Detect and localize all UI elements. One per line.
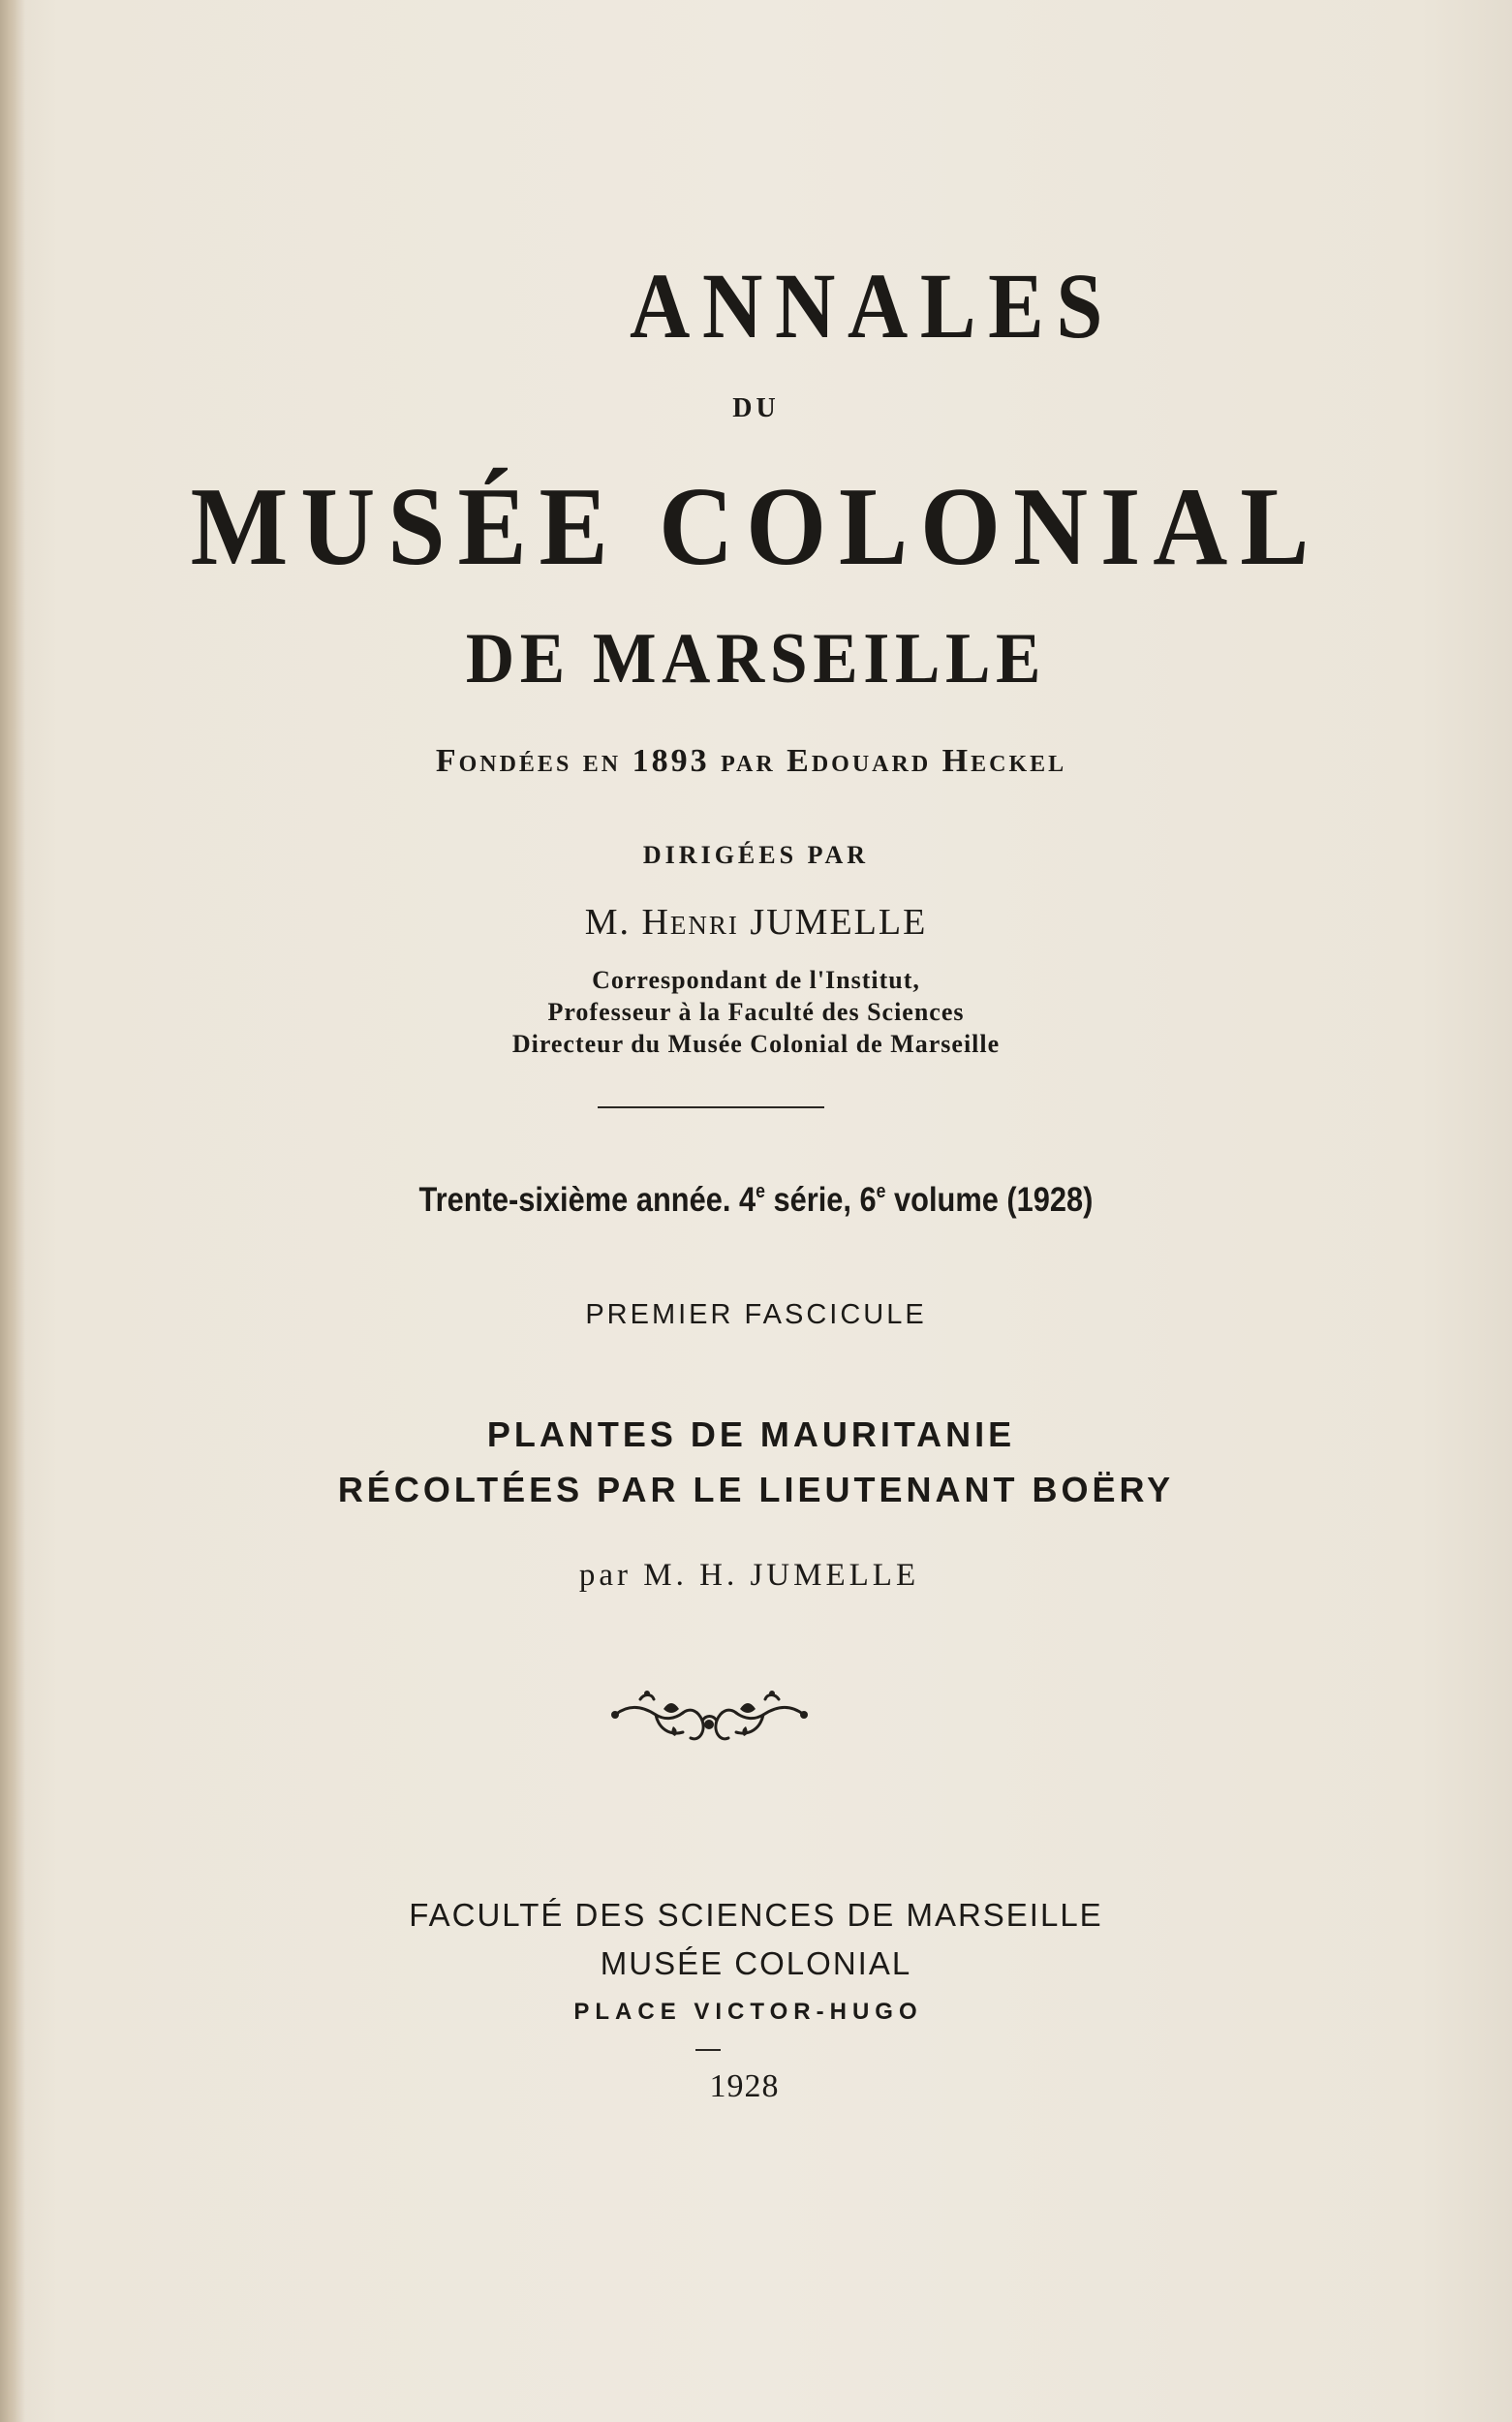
publisher-address: PLACE VICTOR-HUGO	[573, 1999, 923, 2025]
serie-number: 4	[738, 1181, 756, 1219]
volume-word: volume	[894, 1181, 999, 1219]
volume-number: 6	[859, 1181, 877, 1219]
director-title-line: Correspondant de l'Institut,	[592, 966, 920, 994]
director-last-name: JUMELLE	[750, 902, 928, 943]
journal-title-de-marseille: DE MARSEILLE	[465, 619, 1047, 699]
publication-year: 1928	[709, 2068, 780, 2104]
work-author: par M. H. JUMELLE	[578, 1558, 920, 1593]
short-divider	[695, 2049, 721, 2051]
serie-word: série,	[773, 1181, 851, 1219]
founding-line: Fondées en 1893 par Edouard Heckel	[435, 743, 1067, 779]
publisher-line-2: MUSÉE COLONIAL	[600, 1945, 912, 1981]
volume-year-text: Trente-sixième année.	[418, 1181, 731, 1219]
floral-ornament-icon	[605, 1686, 814, 1754]
director-name	[0, 904, 1512, 941]
work-title-line-2: RÉCOLTÉES PAR LE LIEUTENANT BOËRY	[337, 1470, 1175, 1509]
work-title-line-1: PLANTES DE MAURITANIE	[486, 1414, 1016, 1454]
director-title-line: Professeur à la Faculté des Sciences	[547, 998, 965, 1026]
directed-by-label: DIRIGÉES PAR	[642, 841, 870, 869]
page-gutter	[0, 0, 25, 2422]
volume-year: (1928)	[1006, 1181, 1094, 1219]
journal-title-musee-colonial: MUSÉE COLONIAL	[190, 465, 1322, 589]
fascicule-label: PREMIER FASCICULE	[585, 1299, 927, 1330]
serie-superscript: e	[756, 1181, 765, 1202]
director-prefix: M.	[584, 902, 631, 943]
publisher-line-1: FACULTÉ DES SCIENCES DE MARSEILLE	[409, 1897, 1103, 1933]
volume-superscript: e	[876, 1181, 886, 1202]
divider-rule	[598, 1106, 824, 1108]
director-title-line: Directeur du Musée Colonial de Marseille	[511, 1030, 1001, 1058]
journal-title-annales: ANNALES	[629, 254, 1116, 357]
director-first-name: Henri	[641, 902, 739, 943]
journal-title-du: DU	[732, 393, 780, 423]
director-titles	[0, 964, 1512, 1060]
volume-line	[91, 1182, 1422, 1217]
